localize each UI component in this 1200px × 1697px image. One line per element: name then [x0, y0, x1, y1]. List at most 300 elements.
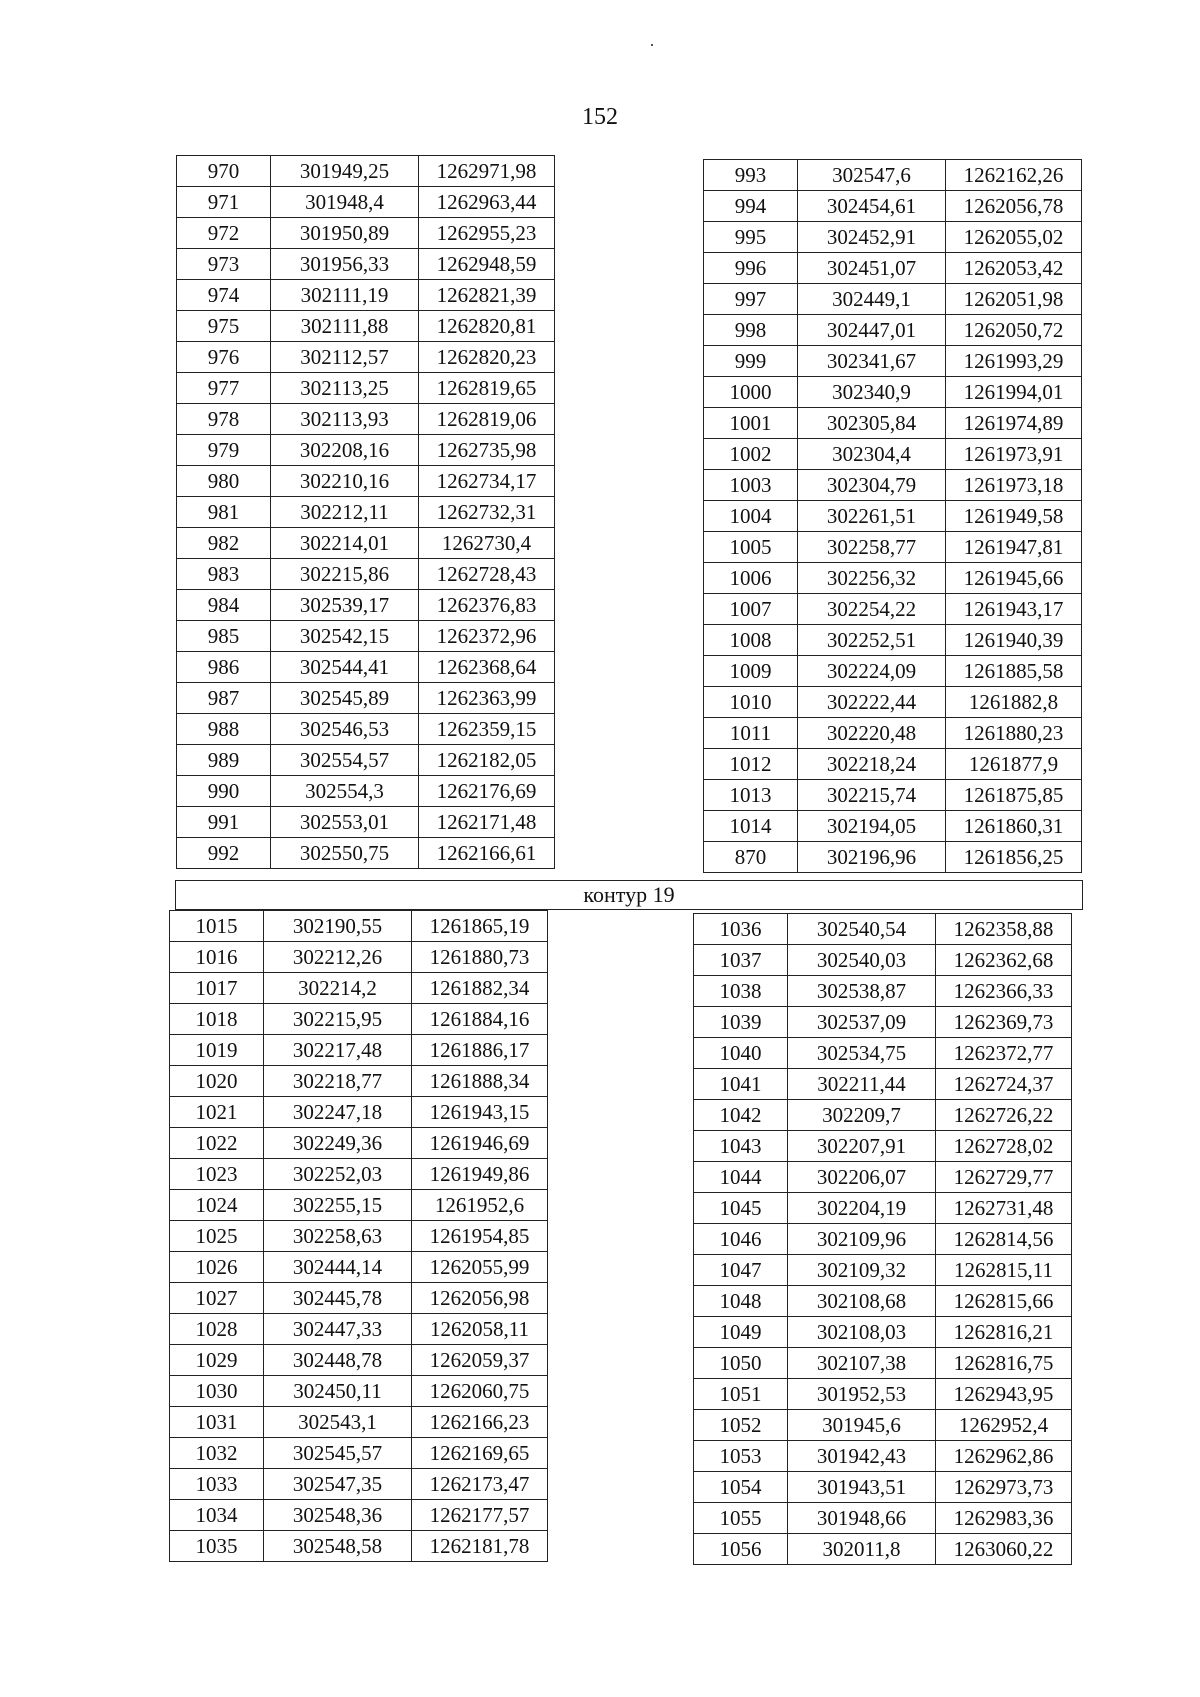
coordinates-table-bottom-right	[693, 913, 1072, 1565]
x-coordinate-cell: 302554,57	[271, 745, 419, 776]
y-coordinate-cell: 1261973,18	[946, 470, 1082, 501]
y-coordinate-cell: 1261882,8	[946, 687, 1082, 718]
point-number-cell: 982	[177, 528, 271, 559]
table-row	[170, 1128, 548, 1159]
point-number-cell: 1026	[170, 1252, 264, 1283]
y-coordinate-cell: 1261886,17	[412, 1035, 548, 1066]
x-coordinate-cell: 302210,16	[271, 466, 419, 497]
point-number-cell: 973	[177, 249, 271, 280]
table-row	[704, 346, 1082, 377]
table-row	[177, 683, 555, 714]
table-row	[170, 1531, 548, 1562]
point-number-cell: 1042	[694, 1100, 788, 1131]
x-coordinate-cell: 302447,33	[264, 1314, 412, 1345]
x-coordinate-cell: 302546,53	[271, 714, 419, 745]
x-coordinate-cell: 302258,77	[798, 532, 946, 563]
table-row	[177, 373, 555, 404]
table-row	[694, 914, 1072, 945]
point-number-cell: 985	[177, 621, 271, 652]
point-number-cell: 983	[177, 559, 271, 590]
y-coordinate-cell: 1262368,64	[419, 652, 555, 683]
x-coordinate-cell: 302107,38	[788, 1348, 936, 1379]
table-row	[170, 1035, 548, 1066]
y-coordinate-cell: 1262955,23	[419, 218, 555, 249]
table-row	[170, 1345, 548, 1376]
table-row	[177, 218, 555, 249]
point-number-cell: 1006	[704, 563, 798, 594]
y-coordinate-cell: 1262724,37	[936, 1069, 1072, 1100]
point-number-cell: 984	[177, 590, 271, 621]
table-row	[694, 1255, 1072, 1286]
point-number-cell: 1044	[694, 1162, 788, 1193]
point-number-cell: 970	[177, 156, 271, 187]
table-row	[177, 776, 555, 807]
y-coordinate-cell: 1261880,73	[412, 942, 548, 973]
x-coordinate-cell: 302537,09	[788, 1007, 936, 1038]
x-coordinate-cell: 302212,26	[264, 942, 412, 973]
y-coordinate-cell: 1262734,17	[419, 466, 555, 497]
table-row	[170, 1252, 548, 1283]
y-coordinate-cell: 1262815,11	[936, 1255, 1072, 1286]
point-number-cell: 1053	[694, 1441, 788, 1472]
y-coordinate-cell: 1262050,72	[946, 315, 1082, 346]
point-number-cell: 980	[177, 466, 271, 497]
x-coordinate-cell: 302450,11	[264, 1376, 412, 1407]
point-number-cell: 1037	[694, 945, 788, 976]
y-coordinate-cell: 1262363,99	[419, 683, 555, 714]
table-row	[694, 1379, 1072, 1410]
y-coordinate-cell: 1262983,36	[936, 1503, 1072, 1534]
x-coordinate-cell: 302544,41	[271, 652, 419, 683]
y-coordinate-cell: 1262814,56	[936, 1224, 1072, 1255]
y-coordinate-cell: 1262056,98	[412, 1283, 548, 1314]
contour-heading: контур 19	[175, 880, 1083, 910]
point-number-cell: 1019	[170, 1035, 264, 1066]
x-coordinate-cell: 302534,75	[788, 1038, 936, 1069]
table-row	[694, 1224, 1072, 1255]
point-number-cell: 1040	[694, 1038, 788, 1069]
x-coordinate-cell: 302214,2	[264, 973, 412, 1004]
x-coordinate-cell: 302454,61	[798, 191, 946, 222]
y-coordinate-cell: 1262176,69	[419, 776, 555, 807]
table-row	[694, 945, 1072, 976]
table-row	[177, 404, 555, 435]
y-coordinate-cell: 1261993,29	[946, 346, 1082, 377]
table-row	[177, 621, 555, 652]
point-number-cell: 1014	[704, 811, 798, 842]
point-number-cell: 996	[704, 253, 798, 284]
y-coordinate-cell: 1262056,78	[946, 191, 1082, 222]
table-row	[704, 811, 1082, 842]
x-coordinate-cell: 302554,3	[271, 776, 419, 807]
y-coordinate-cell: 1261860,31	[946, 811, 1082, 842]
point-number-cell: 992	[177, 838, 271, 869]
y-coordinate-cell: 1261875,85	[946, 780, 1082, 811]
point-number-cell: 991	[177, 807, 271, 838]
y-coordinate-cell: 1262962,86	[936, 1441, 1072, 1472]
table-row	[170, 1283, 548, 1314]
table-row	[177, 838, 555, 869]
x-coordinate-cell: 302190,55	[264, 911, 412, 942]
x-coordinate-cell: 302249,36	[264, 1128, 412, 1159]
x-coordinate-cell: 302304,4	[798, 439, 946, 470]
y-coordinate-cell: 1262816,75	[936, 1348, 1072, 1379]
y-coordinate-cell: 1261974,89	[946, 408, 1082, 439]
point-number-cell: 1020	[170, 1066, 264, 1097]
table-row	[177, 559, 555, 590]
point-number-cell: 1041	[694, 1069, 788, 1100]
coordinates-table-bottom-left	[169, 910, 548, 1562]
table-row	[694, 1007, 1072, 1038]
table-row	[694, 1038, 1072, 1069]
x-coordinate-cell: 302215,95	[264, 1004, 412, 1035]
x-coordinate-cell: 302108,68	[788, 1286, 936, 1317]
y-coordinate-cell: 1261949,58	[946, 501, 1082, 532]
table-row	[704, 718, 1082, 749]
y-coordinate-cell: 1262055,02	[946, 222, 1082, 253]
x-coordinate-cell: 302444,14	[264, 1252, 412, 1283]
y-coordinate-cell: 1261882,34	[412, 973, 548, 1004]
point-number-cell: 1052	[694, 1410, 788, 1441]
table-row	[694, 1410, 1072, 1441]
table-row	[704, 408, 1082, 439]
point-number-cell: 1035	[170, 1531, 264, 1562]
y-coordinate-cell: 1261994,01	[946, 377, 1082, 408]
x-coordinate-cell: 302215,86	[271, 559, 419, 590]
x-coordinate-cell: 301942,43	[788, 1441, 936, 1472]
point-number-cell: 1051	[694, 1379, 788, 1410]
x-coordinate-cell: 302258,63	[264, 1221, 412, 1252]
point-number-cell: 1021	[170, 1097, 264, 1128]
y-coordinate-cell: 1262821,39	[419, 280, 555, 311]
table-row	[704, 656, 1082, 687]
point-number-cell: 994	[704, 191, 798, 222]
x-coordinate-cell: 301943,51	[788, 1472, 936, 1503]
point-number-cell: 1031	[170, 1407, 264, 1438]
y-coordinate-cell: 1262059,37	[412, 1345, 548, 1376]
table-row	[694, 1534, 1072, 1565]
y-coordinate-cell: 1262173,47	[412, 1469, 548, 1500]
y-coordinate-cell: 1262730,4	[419, 528, 555, 559]
point-number-cell: 981	[177, 497, 271, 528]
x-coordinate-cell: 302215,74	[798, 780, 946, 811]
y-coordinate-cell: 1262362,68	[936, 945, 1072, 976]
table-row	[170, 1376, 548, 1407]
table-row	[177, 714, 555, 745]
x-coordinate-cell: 302211,44	[788, 1069, 936, 1100]
y-coordinate-cell: 1262053,42	[946, 253, 1082, 284]
point-number-cell: 1049	[694, 1317, 788, 1348]
table-row	[704, 160, 1082, 191]
point-number-cell: 1024	[170, 1190, 264, 1221]
x-coordinate-cell: 302011,8	[788, 1534, 936, 1565]
y-coordinate-cell: 1261885,58	[946, 656, 1082, 687]
table-row	[177, 156, 555, 187]
y-coordinate-cell: 1262971,98	[419, 156, 555, 187]
point-number-cell: 1003	[704, 470, 798, 501]
table-row	[170, 1469, 548, 1500]
x-coordinate-cell: 302447,01	[798, 315, 946, 346]
point-number-cell: 1018	[170, 1004, 264, 1035]
coordinates-table-top-left	[176, 155, 555, 869]
y-coordinate-cell: 1261880,23	[946, 718, 1082, 749]
y-coordinate-cell: 1262729,77	[936, 1162, 1072, 1193]
y-coordinate-cell: 1261946,69	[412, 1128, 548, 1159]
table-row	[704, 284, 1082, 315]
x-coordinate-cell: 302304,79	[798, 470, 946, 501]
y-coordinate-cell: 1261888,34	[412, 1066, 548, 1097]
y-coordinate-cell: 1262963,44	[419, 187, 555, 218]
table-row	[170, 1221, 548, 1252]
point-number-cell: 1008	[704, 625, 798, 656]
x-coordinate-cell: 302340,9	[798, 377, 946, 408]
point-number-cell: 979	[177, 435, 271, 466]
y-coordinate-cell: 1262171,48	[419, 807, 555, 838]
table-row	[704, 687, 1082, 718]
x-coordinate-cell: 302209,7	[788, 1100, 936, 1131]
y-coordinate-cell: 1262372,96	[419, 621, 555, 652]
y-coordinate-cell: 1261865,19	[412, 911, 548, 942]
point-number-cell: 1046	[694, 1224, 788, 1255]
x-coordinate-cell: 302448,78	[264, 1345, 412, 1376]
y-coordinate-cell: 1262819,65	[419, 373, 555, 404]
x-coordinate-cell: 302218,77	[264, 1066, 412, 1097]
x-coordinate-cell: 301945,6	[788, 1410, 936, 1441]
x-coordinate-cell: 302256,32	[798, 563, 946, 594]
table-row	[177, 342, 555, 373]
x-coordinate-cell: 302548,36	[264, 1500, 412, 1531]
point-number-cell: 972	[177, 218, 271, 249]
table-row	[170, 1438, 548, 1469]
y-coordinate-cell: 1262731,48	[936, 1193, 1072, 1224]
x-coordinate-cell: 302254,22	[798, 594, 946, 625]
point-number-cell: 1055	[694, 1503, 788, 1534]
y-coordinate-cell: 1262376,83	[419, 590, 555, 621]
table-row	[170, 1407, 548, 1438]
x-coordinate-cell: 302212,11	[271, 497, 419, 528]
y-coordinate-cell: 1261949,86	[412, 1159, 548, 1190]
y-coordinate-cell: 1261947,81	[946, 532, 1082, 563]
x-coordinate-cell: 302305,84	[798, 408, 946, 439]
x-coordinate-cell: 302112,57	[271, 342, 419, 373]
table-row	[170, 1159, 548, 1190]
x-coordinate-cell: 302540,54	[788, 914, 936, 945]
table-row	[177, 187, 555, 218]
y-coordinate-cell: 1262372,77	[936, 1038, 1072, 1069]
y-coordinate-cell: 1261940,39	[946, 625, 1082, 656]
table-row	[694, 1503, 1072, 1534]
point-number-cell: 1034	[170, 1500, 264, 1531]
x-coordinate-cell: 302108,03	[788, 1317, 936, 1348]
point-number-cell: 1004	[704, 501, 798, 532]
point-number-cell: 1039	[694, 1007, 788, 1038]
point-number-cell: 1005	[704, 532, 798, 563]
x-coordinate-cell: 302449,1	[798, 284, 946, 315]
table-row	[694, 1131, 1072, 1162]
table-row	[694, 1348, 1072, 1379]
table-row	[170, 1097, 548, 1128]
point-number-cell: 1022	[170, 1128, 264, 1159]
x-coordinate-cell: 302545,89	[271, 683, 419, 714]
point-number-cell: 998	[704, 315, 798, 346]
point-number-cell: 1016	[170, 942, 264, 973]
x-coordinate-cell: 302451,07	[798, 253, 946, 284]
table-row	[704, 563, 1082, 594]
point-number-cell: 1038	[694, 976, 788, 1007]
point-number-cell: 1036	[694, 914, 788, 945]
y-coordinate-cell: 1262735,98	[419, 435, 555, 466]
point-number-cell: 999	[704, 346, 798, 377]
x-coordinate-cell: 302196,96	[798, 842, 946, 873]
table-row	[694, 1100, 1072, 1131]
table-row	[177, 435, 555, 466]
x-coordinate-cell: 302224,09	[798, 656, 946, 687]
point-number-cell: 1045	[694, 1193, 788, 1224]
y-coordinate-cell: 1262732,31	[419, 497, 555, 528]
y-coordinate-cell: 1262816,21	[936, 1317, 1072, 1348]
x-coordinate-cell: 302252,03	[264, 1159, 412, 1190]
point-number-cell: 1023	[170, 1159, 264, 1190]
point-number-cell: 1017	[170, 973, 264, 1004]
coordinates-table-top-right	[703, 159, 1082, 873]
table-row	[694, 976, 1072, 1007]
y-coordinate-cell: 1262726,22	[936, 1100, 1072, 1131]
x-coordinate-cell: 301948,4	[271, 187, 419, 218]
table-row	[170, 973, 548, 1004]
x-coordinate-cell: 302208,16	[271, 435, 419, 466]
point-number-cell: 1002	[704, 439, 798, 470]
point-number-cell: 1032	[170, 1438, 264, 1469]
point-number-cell: 971	[177, 187, 271, 218]
point-number-cell: 989	[177, 745, 271, 776]
table-row	[170, 1004, 548, 1035]
point-number-cell: 1025	[170, 1221, 264, 1252]
y-coordinate-cell: 1262819,06	[419, 404, 555, 435]
x-coordinate-cell: 302204,19	[788, 1193, 936, 1224]
x-coordinate-cell: 302452,91	[798, 222, 946, 253]
table-row	[704, 749, 1082, 780]
table-row	[694, 1069, 1072, 1100]
y-coordinate-cell: 1262820,81	[419, 311, 555, 342]
y-coordinate-cell: 1261945,66	[946, 563, 1082, 594]
point-number-cell: 975	[177, 311, 271, 342]
x-coordinate-cell: 302539,17	[271, 590, 419, 621]
x-coordinate-cell: 301952,53	[788, 1379, 936, 1410]
point-number-cell: 1001	[704, 408, 798, 439]
y-coordinate-cell: 1261884,16	[412, 1004, 548, 1035]
y-coordinate-cell: 1261856,25	[946, 842, 1082, 873]
page-number: 152	[582, 104, 618, 130]
y-coordinate-cell: 1262728,02	[936, 1131, 1072, 1162]
x-coordinate-cell: 301948,66	[788, 1503, 936, 1534]
y-coordinate-cell: 1261877,9	[946, 749, 1082, 780]
point-number-cell: 1015	[170, 911, 264, 942]
table-row	[704, 842, 1082, 873]
point-number-cell: 1030	[170, 1376, 264, 1407]
x-coordinate-cell: 302547,35	[264, 1469, 412, 1500]
x-coordinate-cell: 302109,96	[788, 1224, 936, 1255]
y-coordinate-cell: 1262060,75	[412, 1376, 548, 1407]
x-coordinate-cell: 302542,15	[271, 621, 419, 652]
table-row	[694, 1193, 1072, 1224]
y-coordinate-cell: 1261943,15	[412, 1097, 548, 1128]
y-coordinate-cell: 1262051,98	[946, 284, 1082, 315]
table-row	[177, 466, 555, 497]
table-row	[704, 501, 1082, 532]
x-coordinate-cell: 302255,15	[264, 1190, 412, 1221]
point-number-cell: 1013	[704, 780, 798, 811]
y-coordinate-cell: 1262358,88	[936, 914, 1072, 945]
y-coordinate-cell: 1261954,85	[412, 1221, 548, 1252]
table-row	[704, 222, 1082, 253]
table-row	[694, 1472, 1072, 1503]
x-coordinate-cell: 302218,24	[798, 749, 946, 780]
scan-speck	[651, 44, 653, 46]
x-coordinate-cell: 302261,51	[798, 501, 946, 532]
point-number-cell: 1027	[170, 1283, 264, 1314]
table-row	[177, 807, 555, 838]
x-coordinate-cell: 301950,89	[271, 218, 419, 249]
table-row	[704, 191, 1082, 222]
y-coordinate-cell: 1262177,57	[412, 1500, 548, 1531]
table-row	[694, 1162, 1072, 1193]
x-coordinate-cell: 302214,01	[271, 528, 419, 559]
x-coordinate-cell: 301949,25	[271, 156, 419, 187]
point-number-cell: 1047	[694, 1255, 788, 1286]
x-coordinate-cell: 302217,48	[264, 1035, 412, 1066]
table-row	[177, 249, 555, 280]
x-coordinate-cell: 302538,87	[788, 976, 936, 1007]
table-row	[694, 1317, 1072, 1348]
y-coordinate-cell: 1262973,73	[936, 1472, 1072, 1503]
y-coordinate-cell: 1261952,6	[412, 1190, 548, 1221]
table-row	[177, 745, 555, 776]
table-row	[704, 439, 1082, 470]
x-coordinate-cell: 302550,75	[271, 838, 419, 869]
table-row	[170, 1314, 548, 1345]
point-number-cell: 993	[704, 160, 798, 191]
point-number-cell: 1028	[170, 1314, 264, 1345]
table-row	[177, 590, 555, 621]
x-coordinate-cell: 302341,67	[798, 346, 946, 377]
table-row	[170, 1190, 548, 1221]
table-row	[704, 315, 1082, 346]
y-coordinate-cell: 1262952,4	[936, 1410, 1072, 1441]
y-coordinate-cell: 1262948,59	[419, 249, 555, 280]
x-coordinate-cell: 301956,33	[271, 249, 419, 280]
point-number-cell: 1029	[170, 1345, 264, 1376]
table-row	[170, 1066, 548, 1097]
x-coordinate-cell: 302220,48	[798, 718, 946, 749]
point-number-cell: 987	[177, 683, 271, 714]
table-row	[694, 1286, 1072, 1317]
y-coordinate-cell: 1262058,11	[412, 1314, 548, 1345]
table-row	[177, 497, 555, 528]
point-number-cell: 1007	[704, 594, 798, 625]
y-coordinate-cell: 1262728,43	[419, 559, 555, 590]
point-number-cell: 978	[177, 404, 271, 435]
y-coordinate-cell: 1262366,33	[936, 976, 1072, 1007]
table-row	[177, 311, 555, 342]
point-number-cell: 1010	[704, 687, 798, 718]
x-coordinate-cell: 302222,44	[798, 687, 946, 718]
table-row	[704, 532, 1082, 563]
x-coordinate-cell: 302252,51	[798, 625, 946, 656]
x-coordinate-cell: 302553,01	[271, 807, 419, 838]
point-number-cell: 870	[704, 842, 798, 873]
point-number-cell: 1012	[704, 749, 798, 780]
x-coordinate-cell: 302207,91	[788, 1131, 936, 1162]
